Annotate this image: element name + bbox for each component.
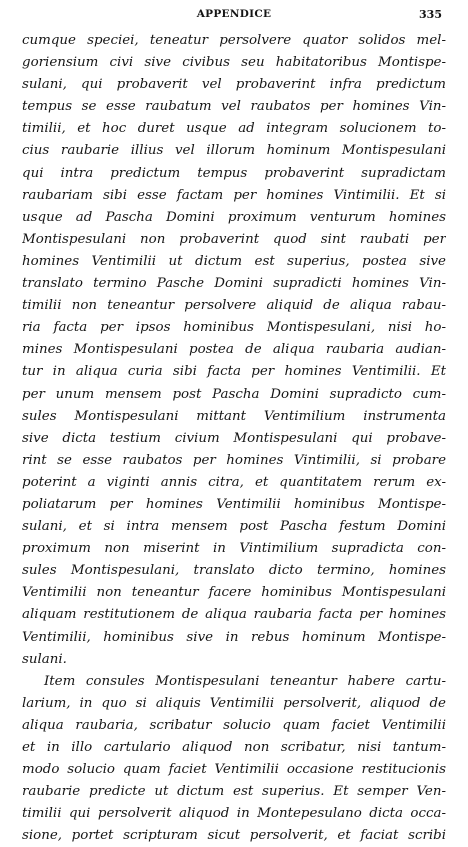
text-line: per unum mensem post Pascha Domini supradicto cum- [22, 386, 446, 402]
text-line: sulani, qui probaverit vel probaverint infra predictum [22, 77, 446, 93]
text-line: timilii qui persolverit aliquod in Montepesulano dicta occa- [22, 806, 446, 822]
text-line: sive dicta testium civium Montispesulani qui probave- [22, 430, 446, 446]
text-line: Ventimilii non teneantur facere hominibus Montispesulani [22, 585, 446, 601]
page-number: 335 [419, 8, 442, 21]
text-line: Montispesulani non probaverint quod sint raubati per [22, 231, 446, 247]
text-line: Ventimilii, hominibus sive in rebus hominum Montispe- [22, 629, 446, 645]
text-line: et in illo cartulario aliquod non scribatur, nisi tantum- [22, 740, 446, 755]
text-line: modo solucio quam faciet Ventimilii occasione restitucionis [22, 762, 446, 778]
text-line: proximum non miserint in Vintimilium supradicta con- [22, 541, 446, 557]
text-line: sules Montispesulani, translato dicto termino, homines [22, 563, 446, 579]
text-line: qui intra predictum tempus probaverint supradictam [22, 165, 446, 181]
text-line: homines Ventimilii ut dictum est superius, postea sive [22, 253, 446, 269]
text-line: mines Montispesulani postea de aliqua raubaria audian- [22, 342, 446, 358]
text-line: aliquam restitutionem de aliqua raubaria facta per homines [22, 607, 446, 623]
text-line: sules Montispesulani mittant Ventimilium instrumenta [22, 408, 446, 424]
body-text [22, 30, 446, 847]
page-header [0, 8, 468, 24]
text-line: translato termino Pasche Domini supradicti homines Vin- [22, 276, 446, 292]
text-line: cius raubarie illius vel illorum hominum Montispesulani [22, 143, 446, 159]
text-line: poterint a viginti annis citra, et quantitatem rerum ex- [22, 474, 446, 490]
text-line: raubariam sibi esse factam per homines Vintimilii. Et si [22, 187, 446, 203]
text-line: sulani. [22, 651, 67, 667]
text-line: poliatarum per homines Ventimilii hominibus Montispe- [22, 496, 446, 512]
running-title: APPENDICE [196, 8, 272, 20]
text-line: ria facta per ipsos hominibus Montispesulani, nisi ho- [22, 320, 446, 336]
text-line: timilii non teneantur persolvere aliquid de aliqua rabau- [22, 298, 446, 314]
text-line: rint se esse raubatos per homines Vintimilii, si probare [22, 452, 446, 468]
text-line: usque ad Pascha Domini proximum venturum homines [22, 209, 446, 225]
text-line: raubarie predicte ut dictum est superius. Et semper Ven- [22, 784, 446, 800]
text-line: goriensium civi sive civibus seu habitatoribus Montispe- [22, 55, 446, 71]
text-line: sione, portet scripturam sicut persolverit, et faciat scribi [22, 828, 446, 844]
text-line: sulani, et si intra mensem post Pascha festum Domini [22, 519, 446, 535]
text-line: larium, in quo si aliquis Ventimilii persolverit, aliquod de [22, 695, 446, 711]
text-line: tur in aliqua curia sibi facta per homines Ventimilii. Et [22, 364, 446, 380]
text-line: aliqua raubaria, scribatur solucio quam faciet Ventimilii [22, 717, 446, 733]
text-line: Item consules Montispesulani teneantur habere cartu- [44, 673, 446, 689]
text-line: tempus se esse raubatum vel raubatos per homines Vin- [22, 99, 446, 115]
text-line: cumque speciei, teneatur persolvere quator solidos mel- [22, 33, 446, 48]
text-line: timilii, et hoc duret usque ad integram solucionem to- [22, 121, 446, 137]
